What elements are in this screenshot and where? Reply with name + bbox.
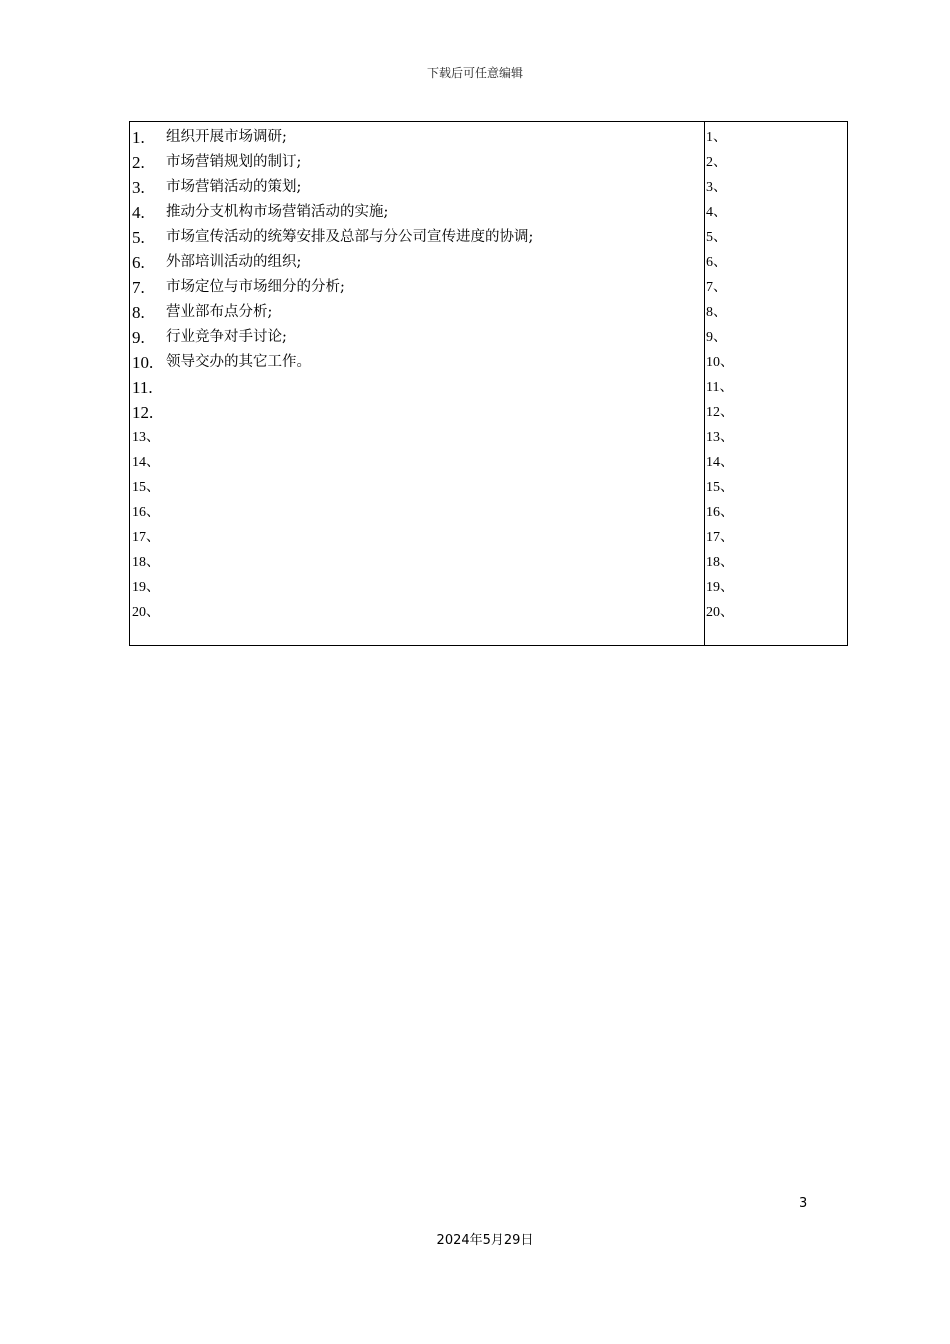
list-item [706,300,847,325]
list-item [132,225,704,250]
list-item [132,275,704,300]
item-number: 8、 [706,305,727,320]
list-item [132,125,704,150]
item-number: 19、 [706,580,734,595]
item-number: 9. [132,328,145,347]
item-text: 组织开展市场调研; [166,129,287,145]
list-item [706,150,847,175]
item-number: 18、 [706,555,734,570]
item-number: 14、 [706,455,734,470]
list-item [132,375,704,400]
item-number: 2. [132,153,145,172]
list-item [706,250,847,275]
duty-table [129,121,848,646]
list-item [132,425,704,450]
item-number: 12、 [706,405,734,420]
item-text: 外部培训活动的组织; [166,254,302,270]
item-number: 16、 [132,505,160,520]
item-text: 市场营销规划的制订; [166,154,302,170]
list-item [706,575,847,600]
right-number-column [705,122,847,645]
page-number: 3 [799,1196,808,1211]
item-number: 3. [132,178,145,197]
item-number: 12. [132,403,154,422]
list-item [706,325,847,350]
item-text: 推动分支机构市场营销活动的实施; [166,204,389,220]
item-number: 13、 [706,430,734,445]
footer-date: 2024年5月29日 [436,1233,534,1248]
item-number: 9、 [706,330,727,345]
item-number: 10、 [706,355,734,370]
item-number: 18、 [132,555,160,570]
item-number: 7、 [706,280,727,295]
item-number: 6、 [706,255,727,270]
item-text: 营业部布点分析; [166,304,273,320]
list-item [132,475,704,500]
list-item [706,375,847,400]
list-item [132,525,704,550]
list-item [706,175,847,200]
item-number: 20、 [132,605,160,620]
list-item [706,600,847,625]
item-number: 15、 [132,480,160,495]
list-item [132,150,704,175]
list-item [132,400,704,425]
list-item [132,550,704,575]
item-text: 领导交办的其它工作。 [166,354,311,370]
list-item [706,500,847,525]
item-text: 市场定位与市场细分的分析; [166,279,345,295]
list-item [706,550,847,575]
list-item [706,200,847,225]
item-number: 1、 [706,130,727,145]
item-number: 5. [132,228,145,247]
item-number: 20、 [706,605,734,620]
item-number: 5、 [706,230,727,245]
list-item [706,450,847,475]
item-number: 15、 [706,480,734,495]
item-number: 1. [132,128,145,147]
item-number: 16、 [706,505,734,520]
item-text: 行业竞争对手讨论; [166,329,287,345]
item-number: 11. [132,378,153,397]
duty-list-column [130,122,705,645]
item-number: 17、 [132,530,160,545]
list-item [706,350,847,375]
list-item [132,250,704,275]
list-item [706,225,847,250]
list-item [132,600,704,625]
list-item [706,275,847,300]
list-item [132,450,704,475]
item-number: 17、 [706,530,734,545]
item-number: 14、 [132,455,160,470]
item-number: 13、 [132,430,160,445]
page-header: 下载后可任意编辑 [426,66,523,80]
list-item [706,525,847,550]
item-text: 市场营销活动的策划; [166,179,302,195]
list-item [132,200,704,225]
item-number: 2、 [706,155,727,170]
item-number: 3、 [706,180,727,195]
item-number: 4、 [706,205,727,220]
item-number: 10. [132,353,154,372]
list-item [132,575,704,600]
item-number: 6. [132,253,145,272]
list-item [706,425,847,450]
list-item [132,325,704,350]
list-item [706,400,847,425]
list-item [706,125,847,150]
list-item [132,350,704,375]
item-number: 7. [132,278,145,297]
item-text: 市场宣传活动的统筹安排及总部与分公司宣传进度的协调; [166,229,534,245]
list-item [132,300,704,325]
list-item [132,500,704,525]
item-number: 11、 [706,380,734,395]
item-number: 19、 [132,580,160,595]
list-item [132,175,704,200]
item-number: 4. [132,203,145,222]
item-number: 8. [132,303,145,322]
list-item [706,475,847,500]
